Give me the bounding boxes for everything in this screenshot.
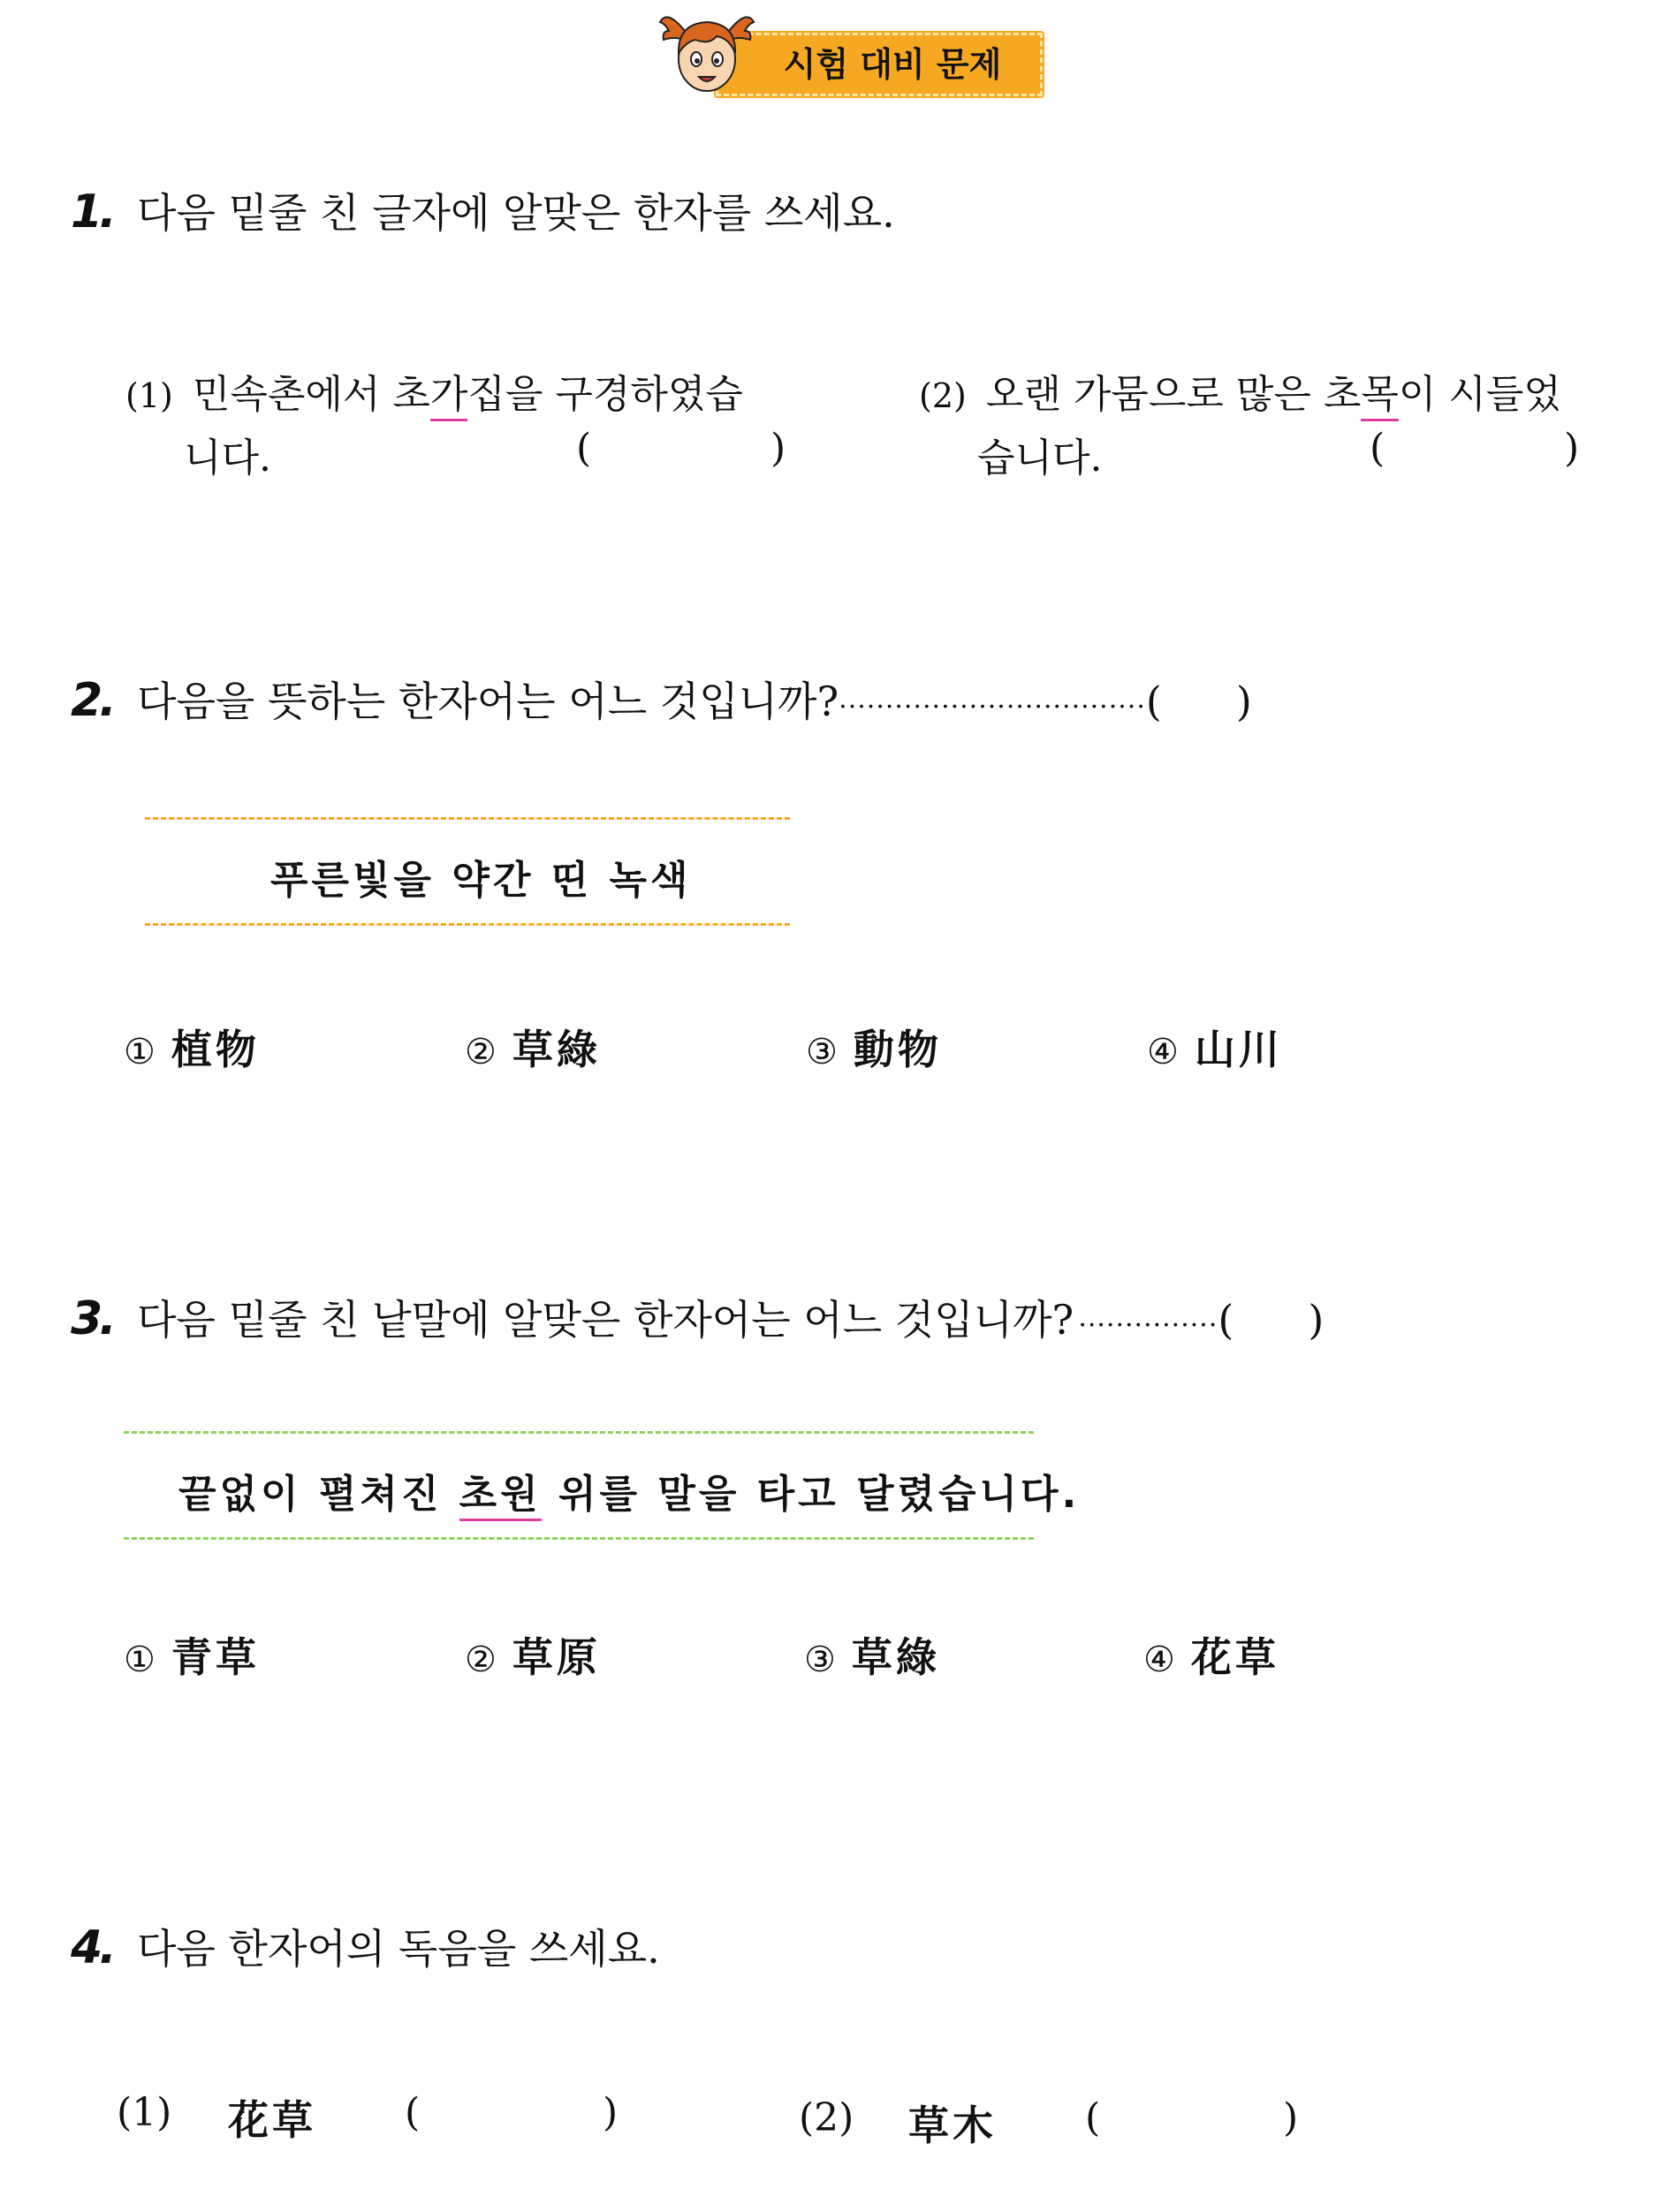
q3-choice-4-text: 花草 xyxy=(1190,1633,1279,1681)
q1-item-2-marker: (2) xyxy=(919,376,967,415)
question-3-prompt: 다음 밑줄 친 낱말에 알맞은 한자어는 어느 것입니까? xyxy=(137,1296,1074,1344)
question-2-heading xyxy=(71,670,1252,728)
q2-choice-3-number: ③ xyxy=(806,1032,838,1072)
q2-choice-2-number: ② xyxy=(465,1032,497,1072)
q4-item-2-hanja xyxy=(908,2094,997,2152)
q3-box-text-pre: 끝없이 펼쳐진 xyxy=(178,1472,459,1517)
q1-item-2-text-pre: 오랜 가뭄으로 많은 초 xyxy=(985,372,1362,417)
question-2-close-paren: ) xyxy=(1235,678,1252,725)
q4-item-2-close-paren: ) xyxy=(1283,2095,1299,2140)
q1-item-1-text-post: 집을 구경하였습 xyxy=(467,372,743,417)
q2-choice-2-text: 草綠 xyxy=(512,1026,601,1073)
q2-choice-1[interactable] xyxy=(124,1018,260,1076)
q2-box-top-line xyxy=(145,817,790,820)
q4-item-1-answer-blank[interactable] xyxy=(433,2090,592,2136)
q3-choice-1-text: 青草 xyxy=(171,1633,260,1681)
question-4-heading xyxy=(71,1917,660,1975)
q1-item-2-answer-blank[interactable] xyxy=(1396,426,1555,472)
q3-box-text xyxy=(178,1462,1080,1519)
q2-box-text: 푸른빛을 약간 띤 녹색 xyxy=(270,858,692,903)
question-3-number: 3. xyxy=(71,1292,113,1345)
q2-choice-2[interactable] xyxy=(465,1018,601,1076)
question-4-prompt: 다음 한자어의 독음을 쓰세요. xyxy=(137,1925,660,1973)
question-2-leader-dots: ································· xyxy=(839,692,1146,723)
q3-choice-3-number: ③ xyxy=(804,1640,836,1680)
q2-choice-3[interactable] xyxy=(806,1018,942,1076)
q1-item-1-underlined: 가 xyxy=(430,372,468,421)
q1-item-2-line1 xyxy=(919,362,1561,419)
q3-choice-2-text: 草原 xyxy=(512,1633,601,1681)
q3-choice-2-number: ② xyxy=(465,1640,497,1680)
question-2-open-paren: ( xyxy=(1145,678,1162,725)
q3-choice-4-number: ④ xyxy=(1143,1640,1175,1680)
q2-choice-1-text: 植物 xyxy=(171,1026,260,1073)
question-2-prompt: 다음을 뜻하는 한자어는 어느 것입니까? xyxy=(137,678,839,725)
q2-choice-3-text: 動物 xyxy=(853,1026,942,1073)
q1-item-2-underlined: 목 xyxy=(1361,372,1399,421)
q1-item-1-marker: (1) xyxy=(125,376,173,415)
q1-item-1-line2: 니다. xyxy=(184,436,271,481)
q1-item-1-line1 xyxy=(125,362,743,419)
question-3-open-paren: ( xyxy=(1218,1296,1234,1344)
q4-item-1-hanja-text: 花草 xyxy=(228,2096,316,2144)
question-3-leader-dots: ··············· xyxy=(1078,1310,1218,1341)
question-1-heading xyxy=(71,181,895,239)
girl-mascot-icon xyxy=(658,4,755,102)
q4-item-2-answer-blank[interactable] xyxy=(1113,2095,1272,2141)
q4-item-1-close-paren: ) xyxy=(603,2090,619,2135)
q1-item-1-answer-blank[interactable] xyxy=(601,426,760,472)
q1-item-2-open-paren: ( xyxy=(1370,426,1385,471)
q3-choice-2[interactable] xyxy=(465,1625,601,1684)
question-1-prompt: 다음 밑줄 친 글자에 알맞은 한자를 쓰세요. xyxy=(137,189,895,237)
q4-item-2-hanja-text: 草木 xyxy=(908,2102,997,2149)
q3-choice-1[interactable] xyxy=(124,1625,260,1684)
question-3-heading xyxy=(71,1288,1324,1346)
q3-choice-3-text: 草綠 xyxy=(851,1633,940,1681)
q4-item-1-hanja xyxy=(228,2088,316,2147)
q3-box-top-line xyxy=(124,1431,1034,1434)
q2-choice-4-text: 山川 xyxy=(1194,1026,1283,1073)
q4-item-2-open-paren: ( xyxy=(1085,2095,1101,2140)
q1-item-2-line2: 습니다. xyxy=(977,436,1103,481)
page-title: 시험 대비 문제 xyxy=(783,45,1002,84)
q2-choice-1-number: ① xyxy=(124,1032,156,1072)
q2-choice-4-number: ④ xyxy=(1147,1032,1179,1072)
q2-choice-4[interactable] xyxy=(1147,1018,1283,1076)
q2-box-bottom-line xyxy=(145,923,790,926)
q3-choice-3[interactable] xyxy=(804,1625,940,1684)
badge-box xyxy=(716,33,1043,96)
q3-box-text-post: 위를 말을 타고 달렸습니다. xyxy=(541,1472,1081,1517)
q3-box-bottom-line xyxy=(124,1537,1034,1540)
q1-item-2-text-post: 이 시들었 xyxy=(1398,372,1561,417)
q3-box-underlined: 초원 xyxy=(459,1472,542,1521)
question-3-close-paren: ) xyxy=(1308,1296,1325,1344)
q4-item-1-open-paren: ( xyxy=(405,2090,421,2135)
q3-choice-1-number: ① xyxy=(124,1640,156,1680)
header-badge xyxy=(658,4,1056,102)
q1-item-2-close-paren: ) xyxy=(1564,426,1580,471)
question-2-number: 2. xyxy=(71,674,113,727)
q1-item-1-open-paren: ( xyxy=(576,426,592,471)
question-4-number: 4. xyxy=(71,1921,113,1974)
q3-choice-4[interactable] xyxy=(1143,1625,1279,1684)
q1-item-1-close-paren: ) xyxy=(770,426,786,471)
q4-item-1-marker: (1) xyxy=(117,2090,172,2135)
q1-item-1-text-pre: 민속촌에서 초 xyxy=(192,372,430,417)
question-1-number: 1. xyxy=(71,186,113,239)
q4-item-2-marker: (2) xyxy=(799,2095,854,2140)
